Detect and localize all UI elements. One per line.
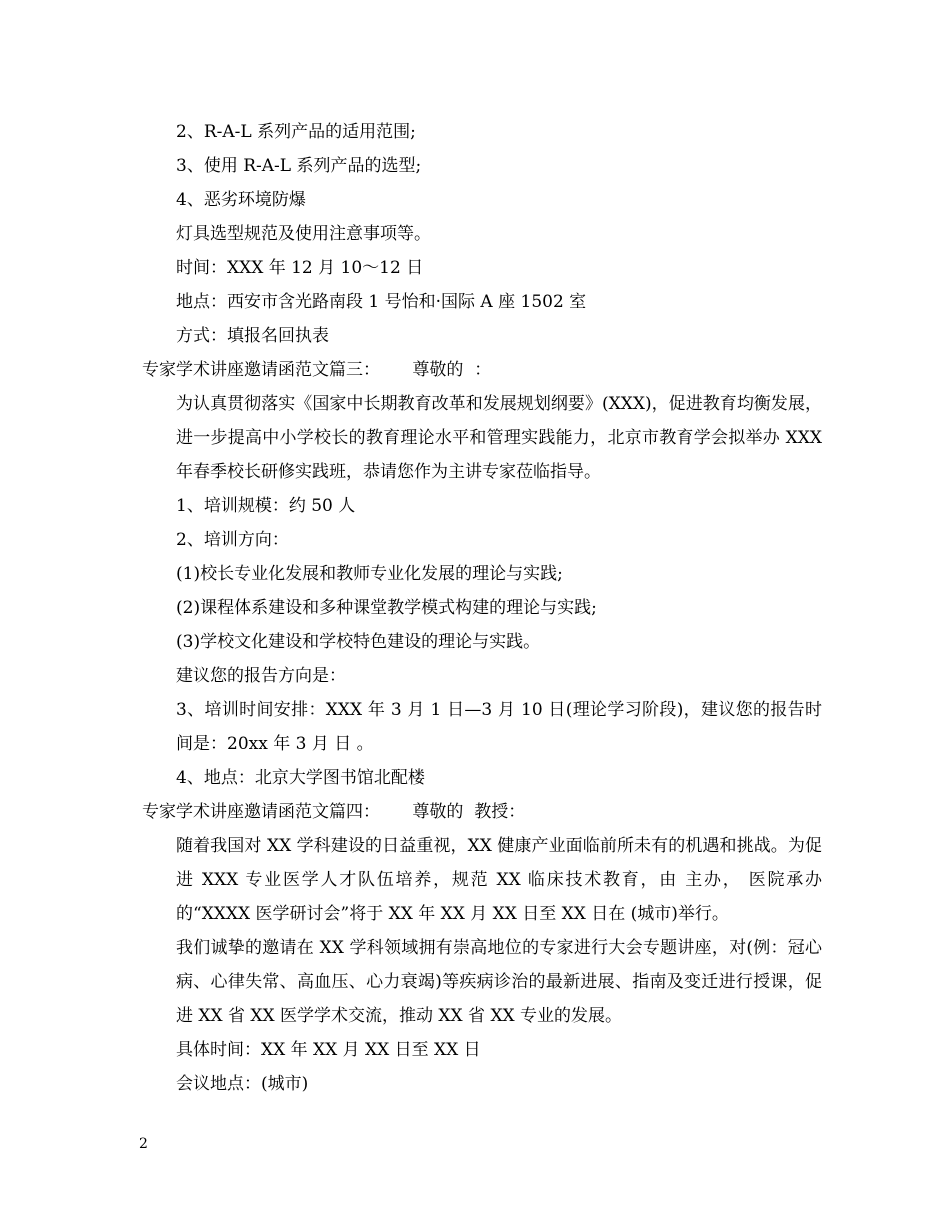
list-item: 4、恶劣环境防爆 <box>176 190 306 210</box>
paragraph: 为认真贯彻落实《国家中长期教育改革和发展规划纲要》(XXX)，促进教育均衡发展，进一步提高中小学校长的教育理论水平和管理实践能力，北京市教育学会拟举办 XXX 年春季校长研修实践班，恭请您作为主讲专家莅临指导。 <box>176 394 822 482</box>
time-line: 时间：XXX 年 12 月 10～12 日 <box>176 258 424 278</box>
document-body <box>142 115 822 1101</box>
time-line: 具体时间：XX 年 XX 月 XX 日至 XX 日 <box>176 1040 481 1060</box>
list-item: (3)学校文化建设和学校特色建设的理论与实践。 <box>176 632 541 652</box>
section-heading: 专家学术讲座邀请函范文篇三： 尊敬的 ： <box>142 360 492 380</box>
page-number: 2 <box>139 1136 148 1152</box>
method-line: 方式：填报名回执表 <box>176 326 329 346</box>
list-item: (1)校长专业化发展和教师专业化发展的理论与实践; <box>176 564 563 584</box>
paragraph: 我们诚挚的邀请在 XX 学科领域拥有崇高地位的专家进行大会专题讲座，对(例：冠心病、心律失常、高血压、心力衰竭)等疾病诊治的最新进展、指南及变迁进行授课，促进 XX 省 XX 医学学术交流，推动 XX 省 XX 专业的发展。 <box>176 938 822 1026</box>
list-item: 3、使用 R-A-L 系列产品的选型; <box>176 156 422 176</box>
list-item: 2、培训方向： <box>176 530 289 550</box>
paragraph: 随着我国对 XX 学科建设的日益重视，XX 健康产业面临前所未有的机遇和挑战。为促进 XXX 专业医学人才队伍培养，规范 XX 临床技术教育，由 主办， 医院承办的“XXXX 医学研讨会”将于 XX 年 XX 月 XX 日至 XX 日在 (城市)举行。 <box>176 836 822 924</box>
location-line: 会议地点：(城市) <box>176 1074 309 1094</box>
section-heading: 专家学术讲座邀请函范文篇四： 尊敬的 教授： <box>142 802 526 822</box>
list-item: 1、培训规模：约 50 人 <box>176 496 356 516</box>
list-item: 2、R-A-L 系列产品的适用范围; <box>176 122 416 142</box>
location-line: 地点：西安市含光路南段 1 号怡和·国际 A 座 1502 室 <box>176 292 587 312</box>
paragraph: 灯具选型规范及使用注意事项等。 <box>176 224 431 244</box>
list-item: 4、地点：北京大学图书馆北配楼 <box>176 768 425 788</box>
paragraph: 3、培训时间安排：XXX 年 3 月 1 日—3 月 10 日(理论学习阶段)，建议您的报告时间是：20xx 年 3 月 日 。 <box>176 700 822 754</box>
list-item: (2)课程体系建设和多种课堂教学模式构建的理论与实践; <box>176 598 597 618</box>
paragraph: 建议您的报告方向是： <box>176 666 346 686</box>
